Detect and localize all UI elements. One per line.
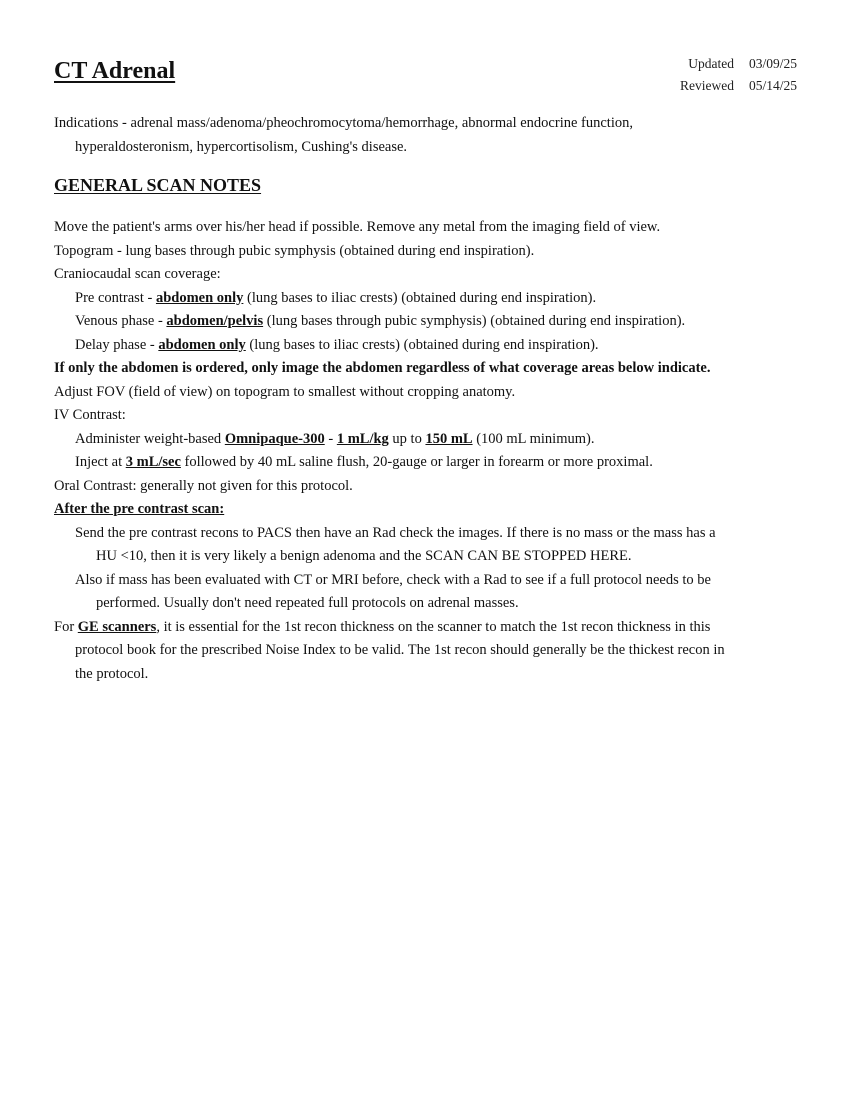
reviewed-date: 05/14/25 xyxy=(748,78,797,93)
coverage-delay xyxy=(54,334,794,358)
note-oral-contrast: Oral Contrast: generally not given for this protocol. xyxy=(54,477,353,494)
note-coverage-label: Craniocaudal scan coverage: xyxy=(54,266,221,282)
send-pre-line-2: HU <10, then it is very likely a benign adenoma and the SCAN CAN BE STOPPED HERE. xyxy=(96,548,632,564)
after-pre-contrast-heading: After the pre contrast scan: xyxy=(54,501,225,517)
coverage-venous-suffix: (lung bases through pubic symphysis) (obtained during end inspiration). xyxy=(263,313,686,329)
ge-note-t2: , it is essential for the 1st recon thickness on the scanner to match the 1st recon thickness in this xyxy=(156,618,711,635)
note-move-arms: Move the patient's arms over his/her head if possible. Remove any metal from the imaging field of view. xyxy=(54,219,661,235)
coverage-delay-key: abdomen only xyxy=(158,336,246,353)
iv-dose-t2: - xyxy=(324,430,337,447)
ge-scanners-key: GE scanners xyxy=(77,618,157,635)
coverage-venous-key: abdomen/pelvis xyxy=(166,313,264,329)
iv-dose-t4: (100 mL minimum). xyxy=(472,430,595,447)
note-topogram: Topogram - lung bases through pubic symphysis (obtained during end inspiration). xyxy=(54,242,535,259)
section-heading: GENERAL SCAN NOTES xyxy=(54,175,262,195)
iv-rate-value: 3 mL/sec xyxy=(125,454,181,470)
send-pre-line-1: Send the pre contrast recons to PACS then have an Rad check the images. If there is no mass or the mass has a xyxy=(75,524,716,541)
coverage-pre-suffix: (lung bases to iliac crests) (obtained during end inspiration). xyxy=(243,289,597,306)
coverage-venous-prefix: Venous phase - xyxy=(75,313,167,329)
indications xyxy=(54,112,784,159)
page-title: CT Adrenal xyxy=(54,58,176,84)
coverage-pre-prefix: Pre contrast - xyxy=(75,289,156,306)
iv-dose-value: 1 mL/kg xyxy=(336,430,389,447)
ge-note-line-2: protocol book for the prescribed Noise Index to be valid. The 1st recon should generally be the thickest recon in xyxy=(75,642,725,658)
ge-note-line-1 xyxy=(54,616,794,640)
updated-date: 03/09/25 xyxy=(748,56,797,71)
revision-info xyxy=(680,53,797,97)
coverage-delay-prefix: Delay phase - xyxy=(75,336,159,353)
note-abdomen-only-warning: If only the abdomen is ordered, only image the abdomen regardless of what coverage areas below indicate. xyxy=(54,360,711,376)
iv-agent: Omnipaque-300 xyxy=(224,430,325,447)
indications-line-1: Indications - adrenal mass/adenoma/pheochromocytoma/hemorrhage, abnormal endocrine function, xyxy=(54,115,633,131)
ge-note-line-3: the protocol. xyxy=(75,665,149,682)
updated-label: Updated xyxy=(688,56,734,71)
scan-notes xyxy=(54,216,794,686)
reviewed-label: Reviewed xyxy=(680,78,734,93)
prior-eval-line-2: performed. Usually don't need repeated full protocols on adrenal masses. xyxy=(96,595,519,611)
coverage-delay-suffix: (lung bases to iliac crests) (obtained during end inspiration). xyxy=(245,336,599,353)
updated-row xyxy=(680,53,797,75)
reviewed-row xyxy=(680,75,797,97)
iv-rate-t2: followed by 40 mL saline flush, 20-gauge or larger in forearm or more proximal. xyxy=(180,454,653,470)
prior-eval-line-1: Also if mass has been evaluated with CT or MRI before, check with a Rad to see if a full protocol needs to be xyxy=(75,571,711,588)
iv-rate xyxy=(54,451,794,475)
coverage-pre-contrast xyxy=(54,287,794,311)
iv-dose-max: 150 mL xyxy=(425,430,473,447)
note-fov: Adjust FOV (field of view) on topogram to smallest without cropping anatomy. xyxy=(54,383,516,400)
coverage-venous xyxy=(54,310,794,334)
iv-rate-t1: Inject at xyxy=(75,454,126,470)
iv-dose-t1: Administer weight-based xyxy=(75,430,225,447)
ge-note-t1: For xyxy=(54,618,78,635)
iv-dose-t3: up to xyxy=(388,430,426,447)
indications-line-2: hyperaldosteronism, hypercortisolism, Cushing's disease. xyxy=(75,138,408,155)
iv-dose xyxy=(54,428,794,452)
coverage-pre-key: abdomen only xyxy=(155,289,244,306)
note-iv-label: IV Contrast: xyxy=(54,407,126,423)
